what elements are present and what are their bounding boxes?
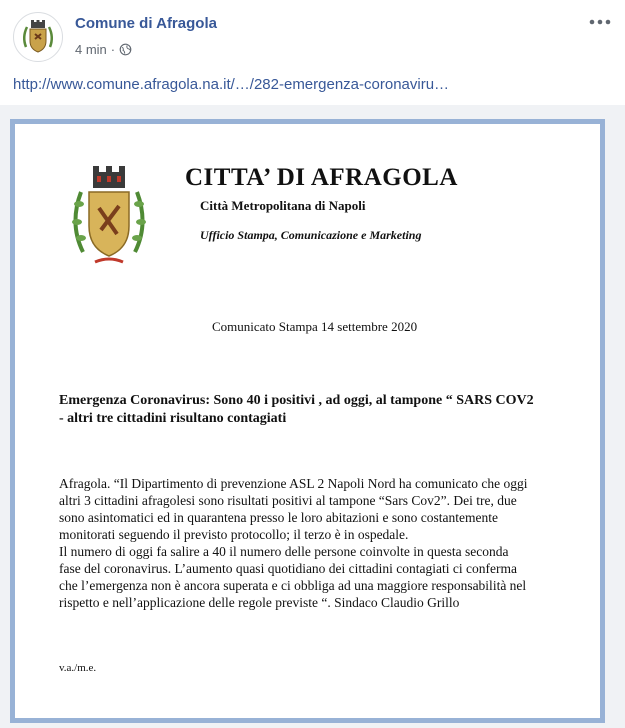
body-line: sono asintomatici ed in quarantena presso le loro abitazioni e sono costantemente — [59, 510, 498, 525]
page-avatar[interactable] — [13, 12, 63, 62]
headline-line: - altri tre cittadini risultano contagiati — [59, 411, 287, 426]
document-body — [59, 475, 584, 611]
meta-separator: · — [110, 42, 116, 57]
post-meta — [75, 42, 132, 57]
globe-icon[interactable] — [119, 43, 132, 56]
body-line: Afragola. “Il Dipartimento di prevenzione ASL 2 Napoli Nord ha comunicato che oggi — [59, 476, 528, 491]
headline-line: Emergenza Coronavirus: Sono 40 i positivi , ad oggi, al tampone “ SARS COV2 — [59, 393, 534, 408]
coat-of-arms-icon — [69, 164, 149, 268]
body-line: Il numero di oggi fa salire a 40 il numero delle persone coinvolte in questa seconda — [59, 544, 509, 559]
document-office: Ufficio Stampa, Comunicazione e Marketing — [200, 228, 422, 242]
body-line: rispetto e nell’applicazione delle regole previste “. Sindaco Claudio Grillo — [59, 595, 460, 610]
press-release-document — [10, 119, 605, 723]
post-image[interactable] — [0, 105, 625, 728]
page-name-link[interactable]: Comune di Afragola — [75, 15, 217, 32]
body-line: monitorati seguendo il previsto protocollo; il terzo è in ospedale. — [59, 527, 409, 542]
body-line: che l’emergenza non è ancora superata e ci obbliga ad una maggiore responsabilità nel — [59, 578, 527, 593]
document-date: Comunicato Stampa 14 settembre 2020 — [212, 319, 418, 334]
post-link[interactable]: http://www.comune.afragola.na.it/…/282-emergenza-coronaviru… — [13, 76, 450, 93]
more-options-icon — [589, 19, 611, 25]
post-header — [0, 0, 625, 70]
document-metro-subtitle: Città Metropolitana di Napoli — [200, 198, 366, 213]
body-line: altri 3 cittadini afragolesi sono risultati positivi al tampone “Sars Cov2”. Dei tre, due — [59, 493, 517, 508]
document-city-title: CITTA’ DI AFRAGOLA — [185, 164, 458, 191]
coat-of-arms-icon — [18, 17, 58, 57]
post-time[interactable]: 4 min — [75, 42, 107, 57]
document-signature: v.a./m.e. — [59, 662, 97, 674]
document-headline — [59, 392, 579, 428]
body-line: fase del coronavirus. L’aumento quasi quotidiano dei cittadini contagiati ci conferma — [59, 561, 517, 576]
more-options-button[interactable] — [587, 12, 613, 32]
